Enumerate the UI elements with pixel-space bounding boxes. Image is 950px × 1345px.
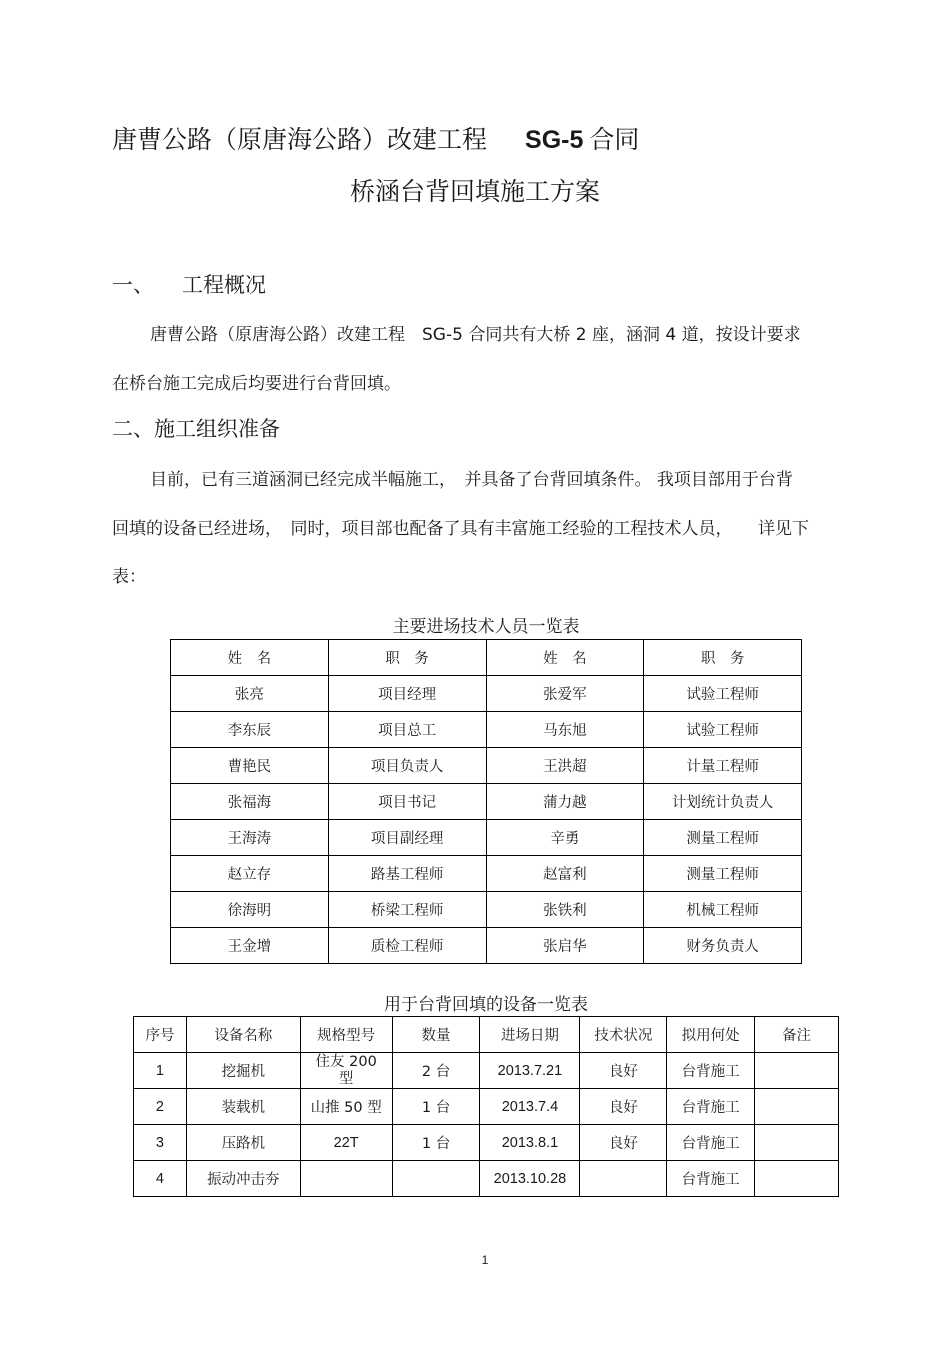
staff-cell: 试验工程师 [644, 676, 802, 712]
staff-cell: 王海涛 [171, 820, 329, 856]
equipment-cell [580, 1161, 667, 1197]
staff-cell: 蒲力越 [486, 784, 644, 820]
equipment-cell: 装载机 [186, 1089, 300, 1125]
equipment-cell: 22T [300, 1125, 392, 1161]
staff-cell: 计划统计负责人 [644, 784, 802, 820]
staff-cell: 张铁利 [486, 892, 644, 928]
equipment-cell: 台背施工 [667, 1053, 755, 1089]
equipment-cell: 2013.8.1 [480, 1125, 580, 1161]
equipment-header-cell: 技术状况 [580, 1017, 667, 1053]
equipment-cell: 住友 200 型 [300, 1053, 392, 1089]
equipment-cell: 1 台 [392, 1125, 480, 1161]
staff-cell: 测量工程师 [644, 820, 802, 856]
equipment-cell: 2 台 [392, 1053, 480, 1089]
equipment-cell: 4 [134, 1161, 187, 1197]
section2-heading: 二、施工组织准备 [112, 417, 280, 441]
staff-cell: 张启华 [486, 928, 644, 964]
document-title-line2: 桥涵台背回填施工方案 [349, 177, 600, 206]
equipment-cell [755, 1089, 839, 1125]
staff-cell: 辛勇 [486, 820, 644, 856]
staff-cell: 赵富利 [486, 856, 644, 892]
equipment-header-cell: 设备名称 [186, 1017, 300, 1053]
equipment-header-cell: 进场日期 [480, 1017, 580, 1053]
staff-cell: 张福海 [171, 784, 329, 820]
equipment-header-cell: 序号 [134, 1017, 187, 1053]
title-contract-suffix: 合同 [589, 125, 640, 154]
equipment-header-cell: 备注 [755, 1017, 839, 1053]
equipment-cell: 2013.10.28 [480, 1161, 580, 1197]
equipment-header-cell: 规格型号 [300, 1017, 392, 1053]
staff-cell: 质检工程师 [328, 928, 486, 964]
equipment-cell: 台背施工 [667, 1161, 755, 1197]
section1-heading-number: 一、 [112, 273, 154, 297]
equipment-cell: 2013.7.21 [480, 1053, 580, 1089]
staff-cell: 桥梁工程师 [328, 892, 486, 928]
staff-header-cell: 姓 名 [486, 640, 644, 676]
staff-header-cell: 职 务 [644, 640, 802, 676]
staff-cell: 马东旭 [486, 712, 644, 748]
table-row [171, 784, 802, 820]
table-row [171, 676, 802, 712]
staff-cell: 测量工程师 [644, 856, 802, 892]
table-row [171, 820, 802, 856]
staff-cell: 项目负责人 [328, 748, 486, 784]
table-row [134, 1089, 839, 1125]
equipment-table-caption: 用于台背回填的设备一览表 [384, 995, 588, 1015]
section1-heading-text: 工程概况 [182, 273, 266, 297]
equipment-cell: 2013.7.4 [480, 1089, 580, 1125]
table-row [134, 1161, 839, 1197]
equipment-cell: 台背施工 [667, 1125, 755, 1161]
staff-cell: 项目书记 [328, 784, 486, 820]
section2-paragraph-line1: 目前，已有三道涵洞已经完成半幅施工， 并具备了台背回填条件。 我项目部用于台背 [150, 470, 793, 490]
staff-cell: 机械工程师 [644, 892, 802, 928]
equipment-table [133, 1016, 839, 1197]
document-title-line1 [112, 120, 639, 156]
equipment-cell [755, 1053, 839, 1089]
staff-cell: 王金增 [171, 928, 329, 964]
staff-header-cell: 姓 名 [171, 640, 329, 676]
staff-cell: 徐海明 [171, 892, 329, 928]
equipment-cell: 台背施工 [667, 1089, 755, 1125]
staff-cell: 赵立存 [171, 856, 329, 892]
table-row [171, 928, 802, 964]
table-row [171, 712, 802, 748]
equipment-cell: 压路机 [186, 1125, 300, 1161]
staff-cell: 李东辰 [171, 712, 329, 748]
equipment-cell: 1 台 [392, 1089, 480, 1125]
staff-cell: 张亮 [171, 676, 329, 712]
staff-cell: 张爱军 [486, 676, 644, 712]
table-row [134, 1125, 839, 1161]
equipment-table-header-row [134, 1017, 839, 1053]
equipment-cell: 3 [134, 1125, 187, 1161]
staff-cell: 财务负责人 [644, 928, 802, 964]
staff-cell: 项目经理 [328, 676, 486, 712]
section1-heading [112, 269, 266, 299]
equipment-header-cell: 拟用何处 [667, 1017, 755, 1053]
equipment-cell: 2 [134, 1089, 187, 1125]
staff-header-cell: 职 务 [328, 640, 486, 676]
staff-cell: 项目总工 [328, 712, 486, 748]
staff-cell: 路基工程师 [328, 856, 486, 892]
title-contract-code: SG-5 [525, 126, 584, 154]
title-main: 唐曹公路（原唐海公路）改建工程 [112, 125, 488, 154]
staff-cell: 王洪超 [486, 748, 644, 784]
equipment-cell [300, 1161, 392, 1197]
equipment-header-cell: 数量 [392, 1017, 480, 1053]
table-row [171, 892, 802, 928]
staff-cell: 试验工程师 [644, 712, 802, 748]
equipment-cell: 良好 [580, 1053, 667, 1089]
equipment-cell [392, 1161, 480, 1197]
staff-table-header-row [171, 640, 802, 676]
staff-table [170, 639, 802, 964]
section2-paragraph-line3: 表： [112, 567, 146, 587]
staff-cell: 计量工程师 [644, 748, 802, 784]
equipment-cell [755, 1125, 839, 1161]
table-row [171, 748, 802, 784]
section2-paragraph-line2: 回填的设备已经进场， 同时，项目部也配备了具有丰富施工经验的工程技术人员， 详见下 [112, 519, 809, 539]
equipment-cell: 良好 [580, 1125, 667, 1161]
equipment-cell: 良好 [580, 1089, 667, 1125]
equipment-cell [755, 1161, 839, 1197]
staff-cell: 曹艳民 [171, 748, 329, 784]
section1-paragraph-line1: 唐曹公路（原唐海公路）改建工程 SG-5 合同共有大桥 2 座，涵洞 4 道，按设计要求 [150, 325, 801, 345]
equipment-cell: 山推 50 型 [300, 1089, 392, 1125]
staff-table-caption: 主要进场技术人员一览表 [392, 617, 580, 637]
page-number: 1 [481, 1253, 489, 1267]
staff-cell: 项目副经理 [328, 820, 486, 856]
table-row [134, 1053, 839, 1089]
section1-paragraph-line2: 在桥台施工完成后均要进行台背回填。 [112, 374, 401, 394]
equipment-cell: 挖掘机 [186, 1053, 300, 1089]
table-row [171, 856, 802, 892]
equipment-cell: 1 [134, 1053, 187, 1089]
equipment-cell: 振动冲击夯 [186, 1161, 300, 1197]
